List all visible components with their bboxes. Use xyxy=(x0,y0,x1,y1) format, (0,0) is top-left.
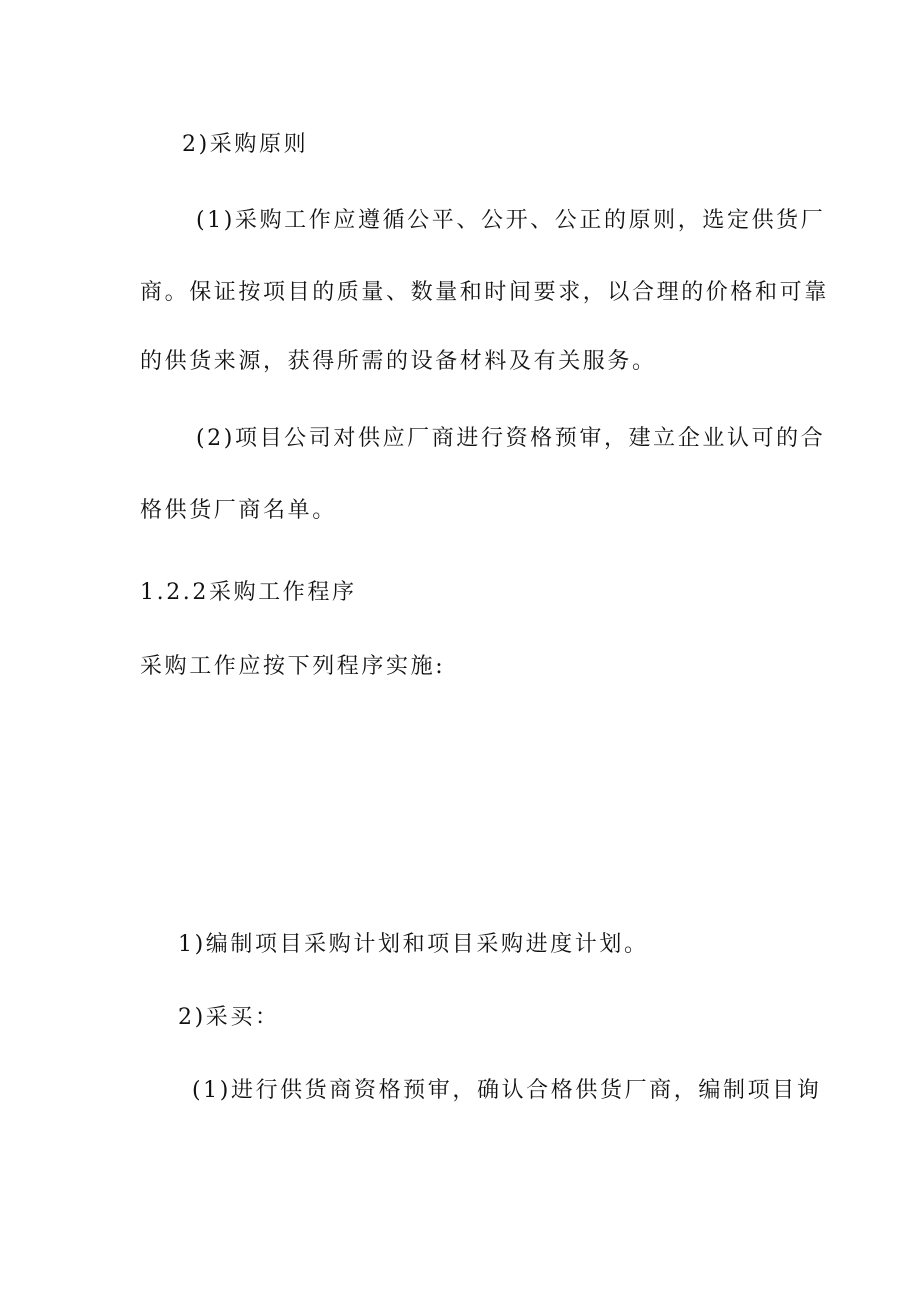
paragraph-line: 的供货来源，获得所需的设备材料及有关服务。 xyxy=(140,349,657,374)
list-item: 1)编制项目采购计划和项目采购进度计划。 xyxy=(178,932,649,957)
list-item: 2)采买： xyxy=(178,1005,280,1030)
paragraph-line: 格供货厂商名单。 xyxy=(140,498,337,523)
heading-procurement-principles: 2)采购原则 xyxy=(182,132,309,157)
paragraph-line: (2)项目公司对供应厂商进行资格预审，建立企业认可的合 xyxy=(196,426,826,451)
section-heading-procurement-procedure: 1.2.2采购工作程序 xyxy=(140,580,357,605)
paragraph-line: 采购工作应按下列程序实施: xyxy=(140,654,446,679)
paragraph-line: 商。保证按项目的质量、数量和时间要求，以合理的价格和可靠 xyxy=(140,280,829,305)
list-item: (1)进行供货商资格预审，确认合格供货厂商，编制项目询 xyxy=(192,1078,822,1103)
paragraph-line: (1)采购工作应遵循公平、公开、公正的原则，选定供货厂 xyxy=(196,208,826,233)
